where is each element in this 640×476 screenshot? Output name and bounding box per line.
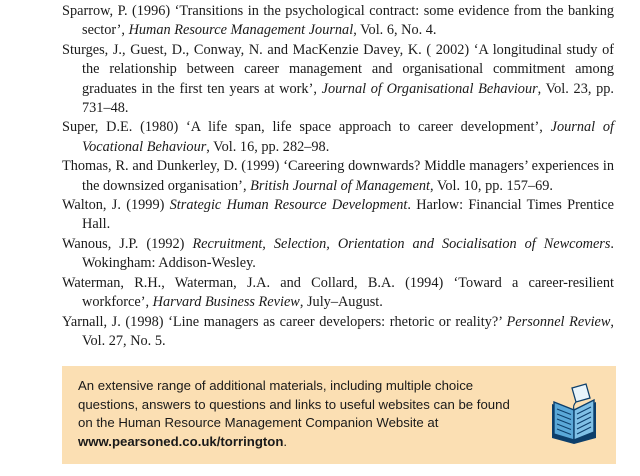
reference-title: Harvard Business Review bbox=[152, 294, 300, 311]
reference-list bbox=[62, 2, 614, 351]
companion-website-box bbox=[62, 366, 616, 464]
reference-title: Journal of Vocational Behaviour bbox=[82, 119, 615, 155]
reference-entry: Sturges, J., Guest, D., Conway, N. and MacKenzie Davey, K. ( 2002) ‘A longitudinal study of the relationship between career management and organisational commitment among graduates in the first ten years at work’, Journal of Organisational Behaviour, Vol. 23, pp. 731–48. bbox=[62, 41, 614, 117]
reference-title: British Journal of Management bbox=[250, 177, 430, 194]
companion-website-text: An extensive range of additional materials, including multiple choice questions, answers to questions and links to useful websites can be found on the Human Resource Management Companion Website at www.pearsoned.co.uk/torrington. bbox=[78, 378, 510, 449]
reference-title: Human Resource Management Journal bbox=[128, 22, 354, 39]
reference-title: Recruitment, Selection, Orientation and Socialisation of Newcomers bbox=[192, 235, 611, 252]
reference-entry: Walton, J. (1999) Strategic Human Resource Development. Harlow: Financial Times Prentice Hall. bbox=[62, 197, 614, 233]
reference-entry: Thomas, R. and Dunkerley, D. (1999) ‘Careering downwards? Middle managers’ experiences in the downsized organisation’, British Journal of Management, Vol. 10, pp. 157–69. bbox=[62, 158, 614, 194]
reference-title: Journal of Organisational Behaviour bbox=[321, 80, 538, 97]
reference-entry: Yarnall, J. (1998) ‘Line managers as career developers: rhetoric or reality?’ Personnel Review, Vol. 27, No. 5. bbox=[62, 313, 614, 349]
reference-title: Strategic Human Resource Development bbox=[169, 197, 408, 214]
reference-entry: Super, D.E. (1980) ‘A life span, life space approach to career development’, Journal of Vocational Behaviour, Vol. 16, pp. 282–98. bbox=[62, 119, 615, 155]
reference-entry: Sparrow, P. (1996) ‘Transitions in the psychological contract: some evidence from the banking sector’, Human Resource Management Journal, Vol. 6, No. 4. bbox=[62, 3, 614, 39]
book-icon bbox=[548, 382, 600, 444]
reference-entry: Wanous, J.P. (1992) Recruitment, Selection, Orientation and Socialisation of Newcomers. Wokingham: Addison-Wesley. bbox=[62, 235, 614, 272]
reference-entry: Waterman, R.H., Waterman, J.A. and Collard, B.A. (1994) ‘Toward a career-resilient workforce’, Harvard Business Review, July–August. bbox=[62, 274, 614, 311]
reference-title: Personnel Review bbox=[506, 313, 611, 330]
companion-website-link[interactable]: www.pearsoned.co.uk/torrington bbox=[78, 433, 284, 449]
